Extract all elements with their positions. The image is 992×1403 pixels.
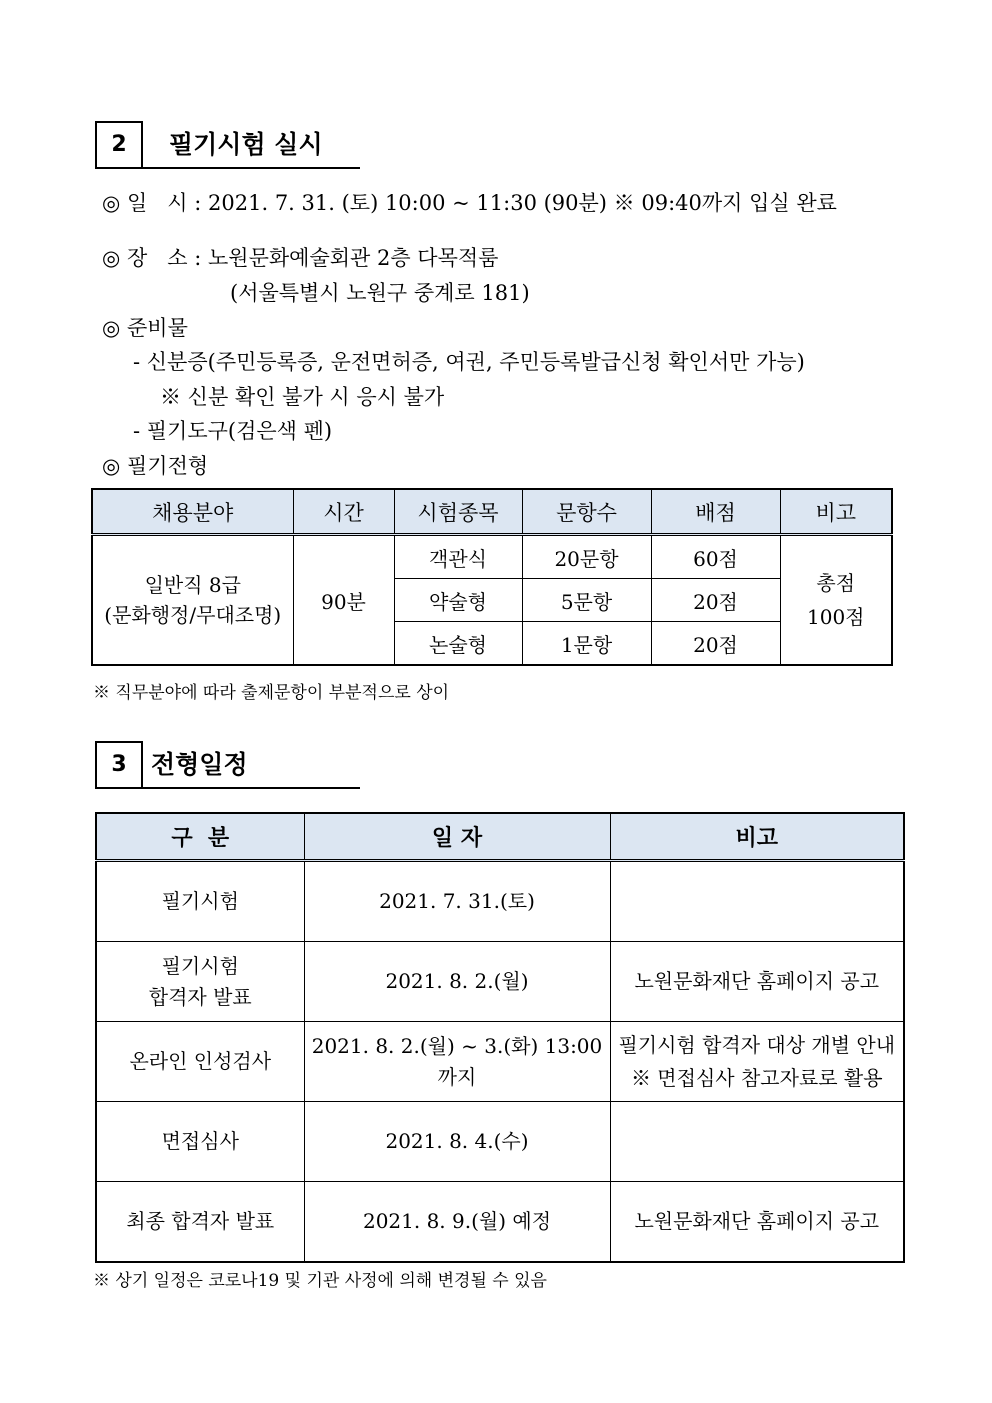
section-number: 3 <box>95 741 143 789</box>
header-question-count: 문항수 <box>522 489 651 535</box>
table-row <box>96 942 904 1022</box>
table-row <box>92 535 892 579</box>
field-cell <box>92 535 293 666</box>
section-underline <box>95 167 360 169</box>
field-line-2: (문화행정/무대조명) <box>104 603 282 627</box>
category-cell <box>96 1022 304 1102</box>
category-cell <box>96 942 304 1022</box>
written-exam-table <box>91 488 893 666</box>
remark-line-2: 100점 <box>807 605 865 629</box>
date-cell: 2021. 7. 31.(토) <box>304 861 610 942</box>
header-time: 시간 <box>293 489 394 535</box>
schedule-note: ※ 상기 일정은 코로나19 및 기관 사정에 의해 변경될 수 있음 <box>93 1271 547 1291</box>
date-cell: 2021. 8. 2.(월) <box>304 942 610 1022</box>
section-3-header <box>95 741 360 789</box>
exam-address: (서울특별시 노원구 중계로 181) <box>230 281 530 305</box>
exam-type-cell: 약술형 <box>394 579 522 622</box>
category-line: 필기시험 <box>161 953 239 978</box>
section-number: 2 <box>95 121 143 169</box>
question-count-cell: 1문항 <box>522 622 651 666</box>
category-cell <box>96 1182 304 1263</box>
remark-line: 필기시험 합격자 대상 개별 안내 <box>618 1032 896 1057</box>
date-cell: 2021. 8. 2.(월) ~ 3.(화) 13:00까지 <box>304 1022 610 1102</box>
prep-title: ◎ 준비물 <box>102 316 188 340</box>
header-category: 구 분 <box>96 813 304 861</box>
prep-item-pen: - 필기도구(검은색 펜) <box>133 419 333 443</box>
remark-cell <box>610 1102 904 1182</box>
time-cell: 90분 <box>293 535 394 666</box>
score-cell: 20점 <box>651 579 780 622</box>
remark-cell <box>610 1022 904 1102</box>
date-cell: 2021. 8. 9.(월) 예정 <box>304 1182 610 1263</box>
header-date: 일 자 <box>304 813 610 861</box>
category-line: 최종 합격자 발표 <box>126 1209 275 1233</box>
category-line: 면접심사 <box>161 1129 239 1153</box>
score-cell: 20점 <box>651 622 780 666</box>
header-remark: 비고 <box>610 813 904 861</box>
table-header-row <box>92 489 892 535</box>
remark-cell <box>610 1182 904 1263</box>
remark-cell <box>610 861 904 942</box>
table-row <box>96 1182 904 1263</box>
exam-type-title: ◎ 필기전형 <box>102 454 209 478</box>
exam-type-cell: 객관식 <box>394 535 522 579</box>
header-remark: 비고 <box>780 489 892 535</box>
category-line: 필기시험 <box>161 889 239 913</box>
header-score: 배점 <box>651 489 780 535</box>
exam-note: ※ 직무분야에 따라 출제문항이 부분적으로 상이 <box>93 683 450 703</box>
remark-line-1: 총점 <box>816 571 856 595</box>
section-title: 필기시험 실시 <box>169 130 323 159</box>
remark-line: ※ 면접심사 참고자료로 활용 <box>630 1065 883 1090</box>
date-cell: 2021. 8. 4.(수) <box>304 1102 610 1182</box>
category-cell <box>96 1102 304 1182</box>
remark-line: 노원문화재단 홈페이지 공고 <box>634 969 880 993</box>
category-cell <box>96 861 304 942</box>
section-title: 전형일정 <box>151 750 248 779</box>
table-row <box>96 1022 904 1102</box>
remark-line: 노원문화재단 홈페이지 공고 <box>634 1209 880 1233</box>
field-line-1: 일반직 8급 <box>144 573 241 597</box>
score-cell: 60점 <box>651 535 780 579</box>
exam-type-cell: 논술형 <box>394 622 522 666</box>
category-line: 합격자 발표 <box>148 984 252 1009</box>
prep-item-id-note: ※ 신분 확인 불가 시 응시 불가 <box>160 385 445 409</box>
section-underline <box>95 787 360 789</box>
exam-place: ◎ 장 소 : 노원문화예술회관 2층 다목적룸 <box>102 246 499 270</box>
header-field: 채용분야 <box>92 489 293 535</box>
table-header-row <box>96 813 904 861</box>
exam-schedule: ◎ 일 시 : 2021. 7. 31. (토) 10:00 ~ 11:30 (90분) ※ 09:40까지 입실 완료 <box>102 191 837 215</box>
table-row <box>96 1102 904 1182</box>
table-row <box>96 861 904 942</box>
prep-item-id: - 신분증(주민등록증, 운전면허증, 여권, 주민등록발급신청 확인서만 가능) <box>133 350 805 374</box>
remark-cell <box>780 535 892 666</box>
category-line: 온라인 인성검사 <box>129 1049 272 1073</box>
question-count-cell: 5문항 <box>522 579 651 622</box>
remark-cell <box>610 942 904 1022</box>
header-exam-type: 시험종목 <box>394 489 522 535</box>
schedule-body <box>96 861 904 1263</box>
section-2-header <box>95 121 360 169</box>
schedule-table <box>95 812 905 1263</box>
question-count-cell: 20문항 <box>522 535 651 579</box>
